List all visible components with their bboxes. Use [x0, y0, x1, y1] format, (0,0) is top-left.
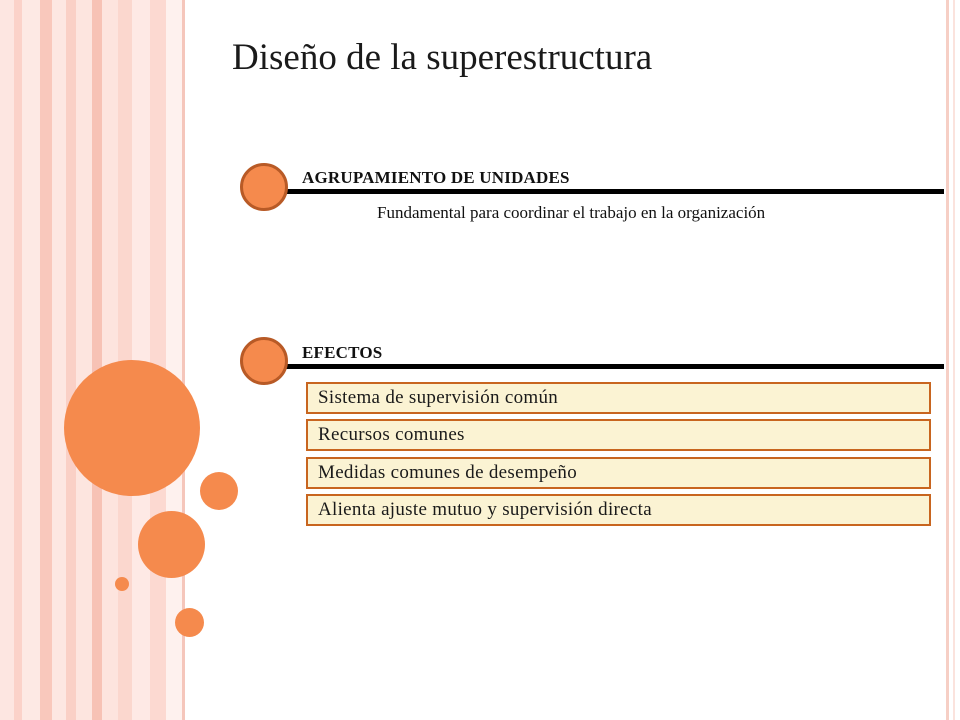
- decorative-circle-large: [64, 360, 200, 496]
- section-heading-agrupamiento: AGRUPAMIENTO DE UNIDADES: [302, 168, 570, 187]
- effect-item: Sistema de supervisión común: [306, 382, 931, 414]
- effect-item: Alienta ajuste mutuo y supervisión directa: [306, 494, 931, 526]
- decorative-circle-small-bottom: [175, 608, 204, 637]
- section-bullet-circle-efectos: [240, 337, 288, 385]
- section-heading-efectos: EFECTOS: [302, 343, 383, 362]
- decorative-right-line: [946, 0, 949, 720]
- decorative-circle-tiny: [115, 577, 129, 591]
- effect-item: Medidas comunes de desempeño: [306, 457, 931, 489]
- section-description-agrupamiento: Fundamental para coordinar el trabajo en la organización: [377, 203, 766, 222]
- section-divider-efectos: [262, 364, 944, 369]
- effect-item: Recursos comunes: [306, 419, 931, 451]
- section-bullet-circle-agrupamiento: [240, 163, 288, 211]
- decorative-circle-small: [200, 472, 238, 510]
- decorative-circle-medium: [138, 511, 205, 578]
- decorative-stripes: [0, 0, 188, 720]
- slide-title: Diseño de la superestructura: [232, 37, 653, 78]
- section-divider-agrupamiento: [262, 189, 944, 194]
- decorative-right-line-thin: [953, 0, 955, 720]
